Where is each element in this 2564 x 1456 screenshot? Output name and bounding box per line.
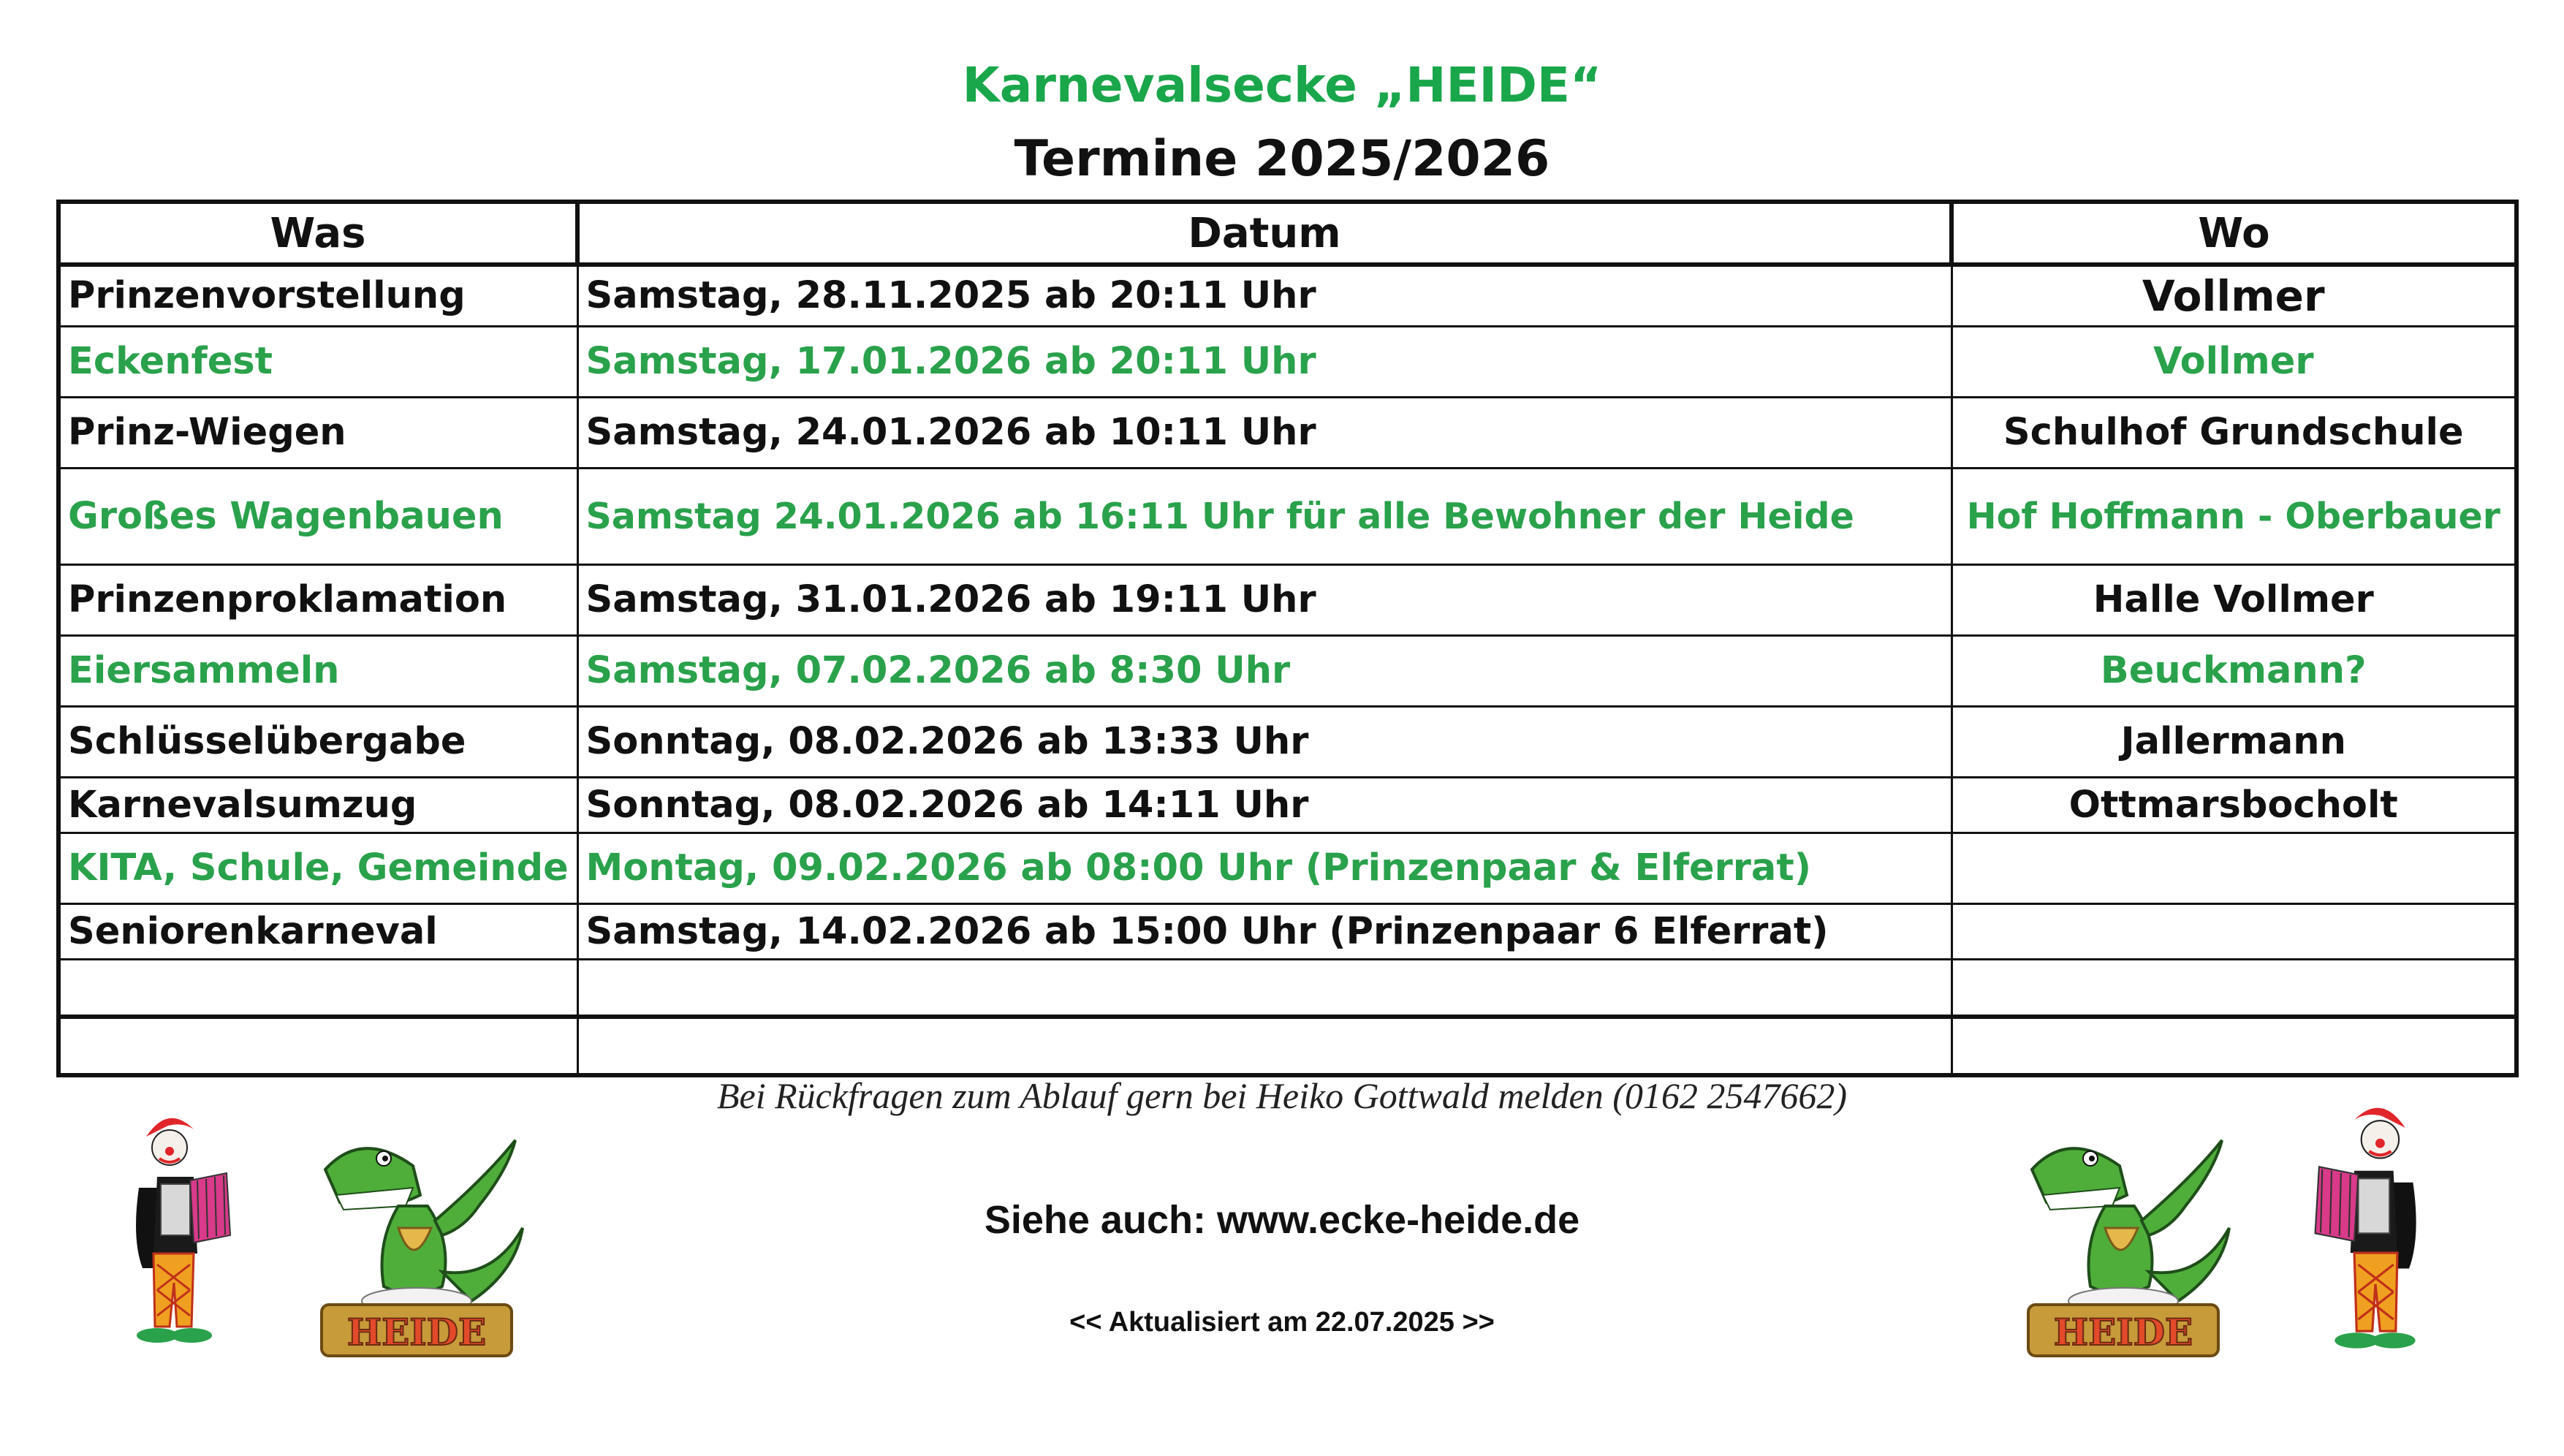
table-row	[58, 635, 2516, 706]
column-header-was: Was	[58, 202, 577, 265]
cell-was: KITA, Schule, Gemeinde	[58, 833, 577, 903]
cell-was: Eckenfest	[58, 326, 577, 397]
cell-wo: Ottmarsbocholt	[1952, 777, 2516, 833]
contact-note: Bei Rückfragen zum Ablauf gern bei Heiko Gottwald melden (0162 2547662)	[716, 1075, 1848, 1116]
mascot-sign-text: HEIDE	[2053, 1311, 2193, 1354]
column-header-wo: Wo	[1952, 202, 2516, 265]
cell-wo: Jallermann	[1952, 706, 2516, 777]
column-header-datum: Datum	[577, 202, 1952, 265]
cell-was: Prinzenvorstellung	[58, 265, 577, 326]
table-row	[58, 265, 2516, 326]
table-row	[58, 326, 2516, 397]
cell-datum: Samstag, 17.01.2026 ab 20:11 Uhr	[577, 326, 1952, 397]
table-row	[58, 903, 2516, 959]
cell-datum: Sonntag, 08.02.2026 ab 13:33 Uhr	[577, 706, 1952, 777]
cell-wo: Hof Hoffmann - Oberbauer	[1952, 468, 2516, 564]
table-row-empty	[58, 959, 2516, 1017]
table-row	[58, 833, 2516, 903]
cell-datum: Samstag, 24.01.2026 ab 10:11 Uhr	[577, 397, 1952, 468]
empty-cell	[1952, 1017, 2516, 1075]
cell-was: Eiersammeln	[58, 635, 577, 706]
cell-wo	[1952, 833, 2516, 903]
website-link-text: Siehe auch: www.ecke-heide.de	[984, 1198, 1580, 1242]
cell-datum: Samstag 24.01.2026 ab 16:11 Uhr für alle Bewohner der Heide	[577, 468, 1952, 564]
cell-datum: Montag, 09.02.2026 ab 08:00 Uhr (Prinzenpaar & Elferrat)	[577, 833, 1952, 903]
table-row	[58, 777, 2516, 833]
cell-was: Prinz-Wiegen	[58, 397, 577, 468]
table-row	[58, 397, 2516, 468]
empty-cell	[1952, 959, 2516, 1017]
cell-wo: Vollmer	[1952, 265, 2516, 326]
clown-accordion-icon	[2310, 1096, 2430, 1374]
table-row	[58, 706, 2516, 777]
cell-datum: Samstag, 31.01.2026 ab 19:11 Uhr	[577, 564, 1952, 635]
mascot-sign-text: HEIDE	[346, 1311, 487, 1354]
table-row-empty	[58, 1017, 2516, 1075]
cell-wo	[1952, 903, 2516, 959]
updated-note: << Aktualisiert am 22.07.2025 >>	[1069, 1307, 1495, 1338]
cell-wo: Vollmer	[1952, 326, 2516, 397]
crocodile-mascot-icon	[2003, 1126, 2244, 1367]
cell-was: Karnevalsumzug	[58, 777, 577, 833]
cell-wo: Beuckmann?	[1952, 635, 2516, 706]
empty-cell	[58, 1017, 577, 1075]
cell-was: Seniorenkarneval	[58, 903, 577, 959]
crocodile-mascot-icon	[296, 1126, 537, 1367]
clown-accordion-icon	[124, 1107, 234, 1367]
empty-cell	[58, 959, 577, 1017]
cell-datum: Samstag, 28.11.2025 ab 20:11 Uhr	[577, 265, 1952, 326]
cell-datum: Samstag, 07.02.2026 ab 8:30 Uhr	[577, 635, 1952, 706]
page-subtitle: Termine 2025/2026	[1014, 130, 1550, 188]
cell-wo: Schulhof Grundschule	[1952, 397, 2516, 468]
empty-cell	[577, 959, 1952, 1017]
cell-datum: Sonntag, 08.02.2026 ab 14:11 Uhr	[577, 777, 1952, 833]
cell-was: Schlüsselübergabe	[58, 706, 577, 777]
table-row	[58, 468, 2516, 564]
schedule-table	[56, 200, 2519, 1077]
page-title: Karnevalsecke „HEIDE“	[962, 57, 1602, 113]
cell-was: Prinzenproklamation	[58, 564, 577, 635]
cell-wo: Halle Vollmer	[1952, 564, 2516, 635]
cell-datum: Samstag, 14.02.2026 ab 15:00 Uhr (Prinzenpaar 6 Elferrat)	[577, 903, 1952, 959]
table-row	[58, 564, 2516, 635]
cell-was: Großes Wagenbauen	[58, 468, 577, 564]
empty-cell	[577, 1017, 1952, 1075]
